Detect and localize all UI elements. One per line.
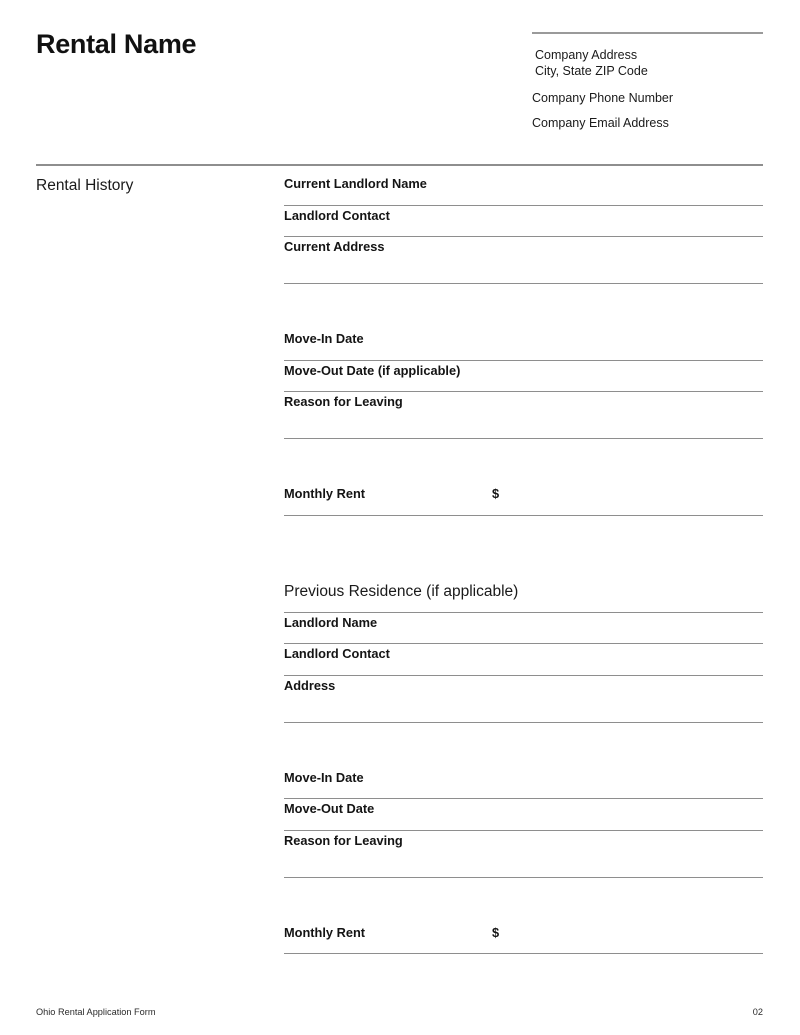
form-field-row[interactable] [284, 174, 763, 206]
page-title: Rental Name [36, 29, 197, 59]
section-label-rental-history: Rental History [36, 177, 134, 194]
company-address-group [532, 47, 763, 79]
form-field-row[interactable] [284, 361, 763, 393]
company-email-address: Company Email Address [532, 116, 669, 130]
form-field-row[interactable] [284, 644, 763, 676]
form-field-label: Monthly Rent [284, 924, 366, 940]
company-address: Company Address [535, 48, 638, 62]
currency-symbol: $ [492, 924, 500, 940]
form-field-label: Reason for Leaving [284, 394, 403, 409]
form-field-row[interactable] [284, 831, 763, 878]
subheading-previous-residence-label: Previous Residence (if applicable) [284, 582, 519, 600]
header-divider-rule [532, 32, 763, 34]
form-field-label: Landlord Name [284, 614, 378, 630]
form-field-label: Landlord Contact [284, 207, 390, 223]
form-field-label: Address [284, 677, 336, 693]
form-field-row[interactable] [284, 237, 763, 284]
subheading-previous-residence [284, 580, 763, 613]
form-field-row[interactable] [284, 392, 763, 439]
previous-residence-field-group [284, 613, 763, 955]
form-field-label: Move-In Date [284, 769, 364, 785]
currency-symbol: $ [492, 486, 500, 501]
current-residence-field-group [284, 174, 763, 516]
form-field-row[interactable] [284, 329, 763, 361]
field-block-spacer [284, 439, 763, 484]
form-field-row[interactable] [284, 613, 763, 645]
footer-page-number: 02 [752, 1007, 763, 1017]
field-block-spacer [284, 723, 763, 768]
company-email-group [532, 115, 763, 131]
form-field-row[interactable] [284, 799, 763, 831]
company-city-state-zip: City, State ZIP Code [535, 64, 648, 78]
section-divider-rule [36, 164, 763, 166]
footer-form-name: Ohio Rental Application Form [36, 1007, 156, 1017]
form-fields-column [284, 174, 763, 954]
page-footer [36, 1007, 763, 1017]
form-field-label: Current Address [284, 239, 385, 254]
form-field-label: Landlord Contact [284, 646, 390, 661]
form-field-label: Move-In Date [284, 331, 364, 346]
form-field-label: Move-Out Date [284, 801, 375, 816]
company-phone-group [532, 90, 763, 106]
company-contact-block [532, 32, 763, 131]
form-field-label: Move-Out Date (if applicable) [284, 362, 461, 378]
form-field-row[interactable] [284, 676, 763, 723]
section-spacer [284, 516, 763, 580]
form-field-label: Current Landlord Name [284, 176, 427, 191]
form-field-row[interactable] [284, 768, 763, 800]
form-field-label: Reason for Leaving [284, 832, 403, 848]
company-phone-number: Company Phone Number [532, 91, 674, 105]
form-field-row[interactable] [284, 484, 763, 516]
form-field-row[interactable] [284, 923, 763, 955]
field-block-spacer [284, 878, 763, 923]
field-block-spacer [284, 284, 763, 329]
form-field-row[interactable] [284, 206, 763, 238]
form-field-label: Monthly Rent [284, 486, 366, 501]
